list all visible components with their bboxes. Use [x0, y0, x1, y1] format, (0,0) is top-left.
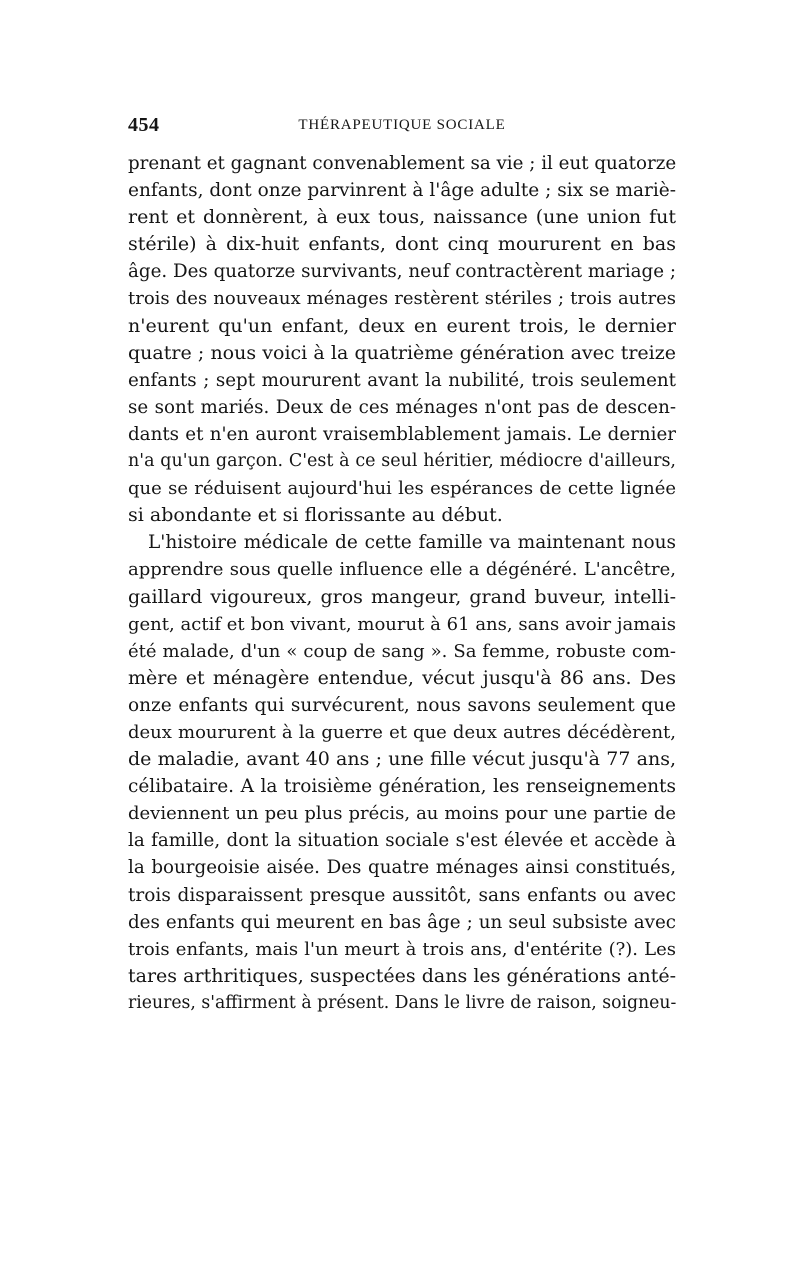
running-head: [128, 114, 676, 138]
text-line: apprendre sous quelle influence elle a dégénéré. L'ancêtre,: [128, 559, 676, 581]
text-line: de maladie, avant 40 ans ; une fille vécut jusqu'à 77 ans,: [128, 748, 676, 771]
text-line: prenant et gagnant convenablement sa vie ; il eut quatorze: [128, 153, 676, 174]
text-line: que se réduisent aujourd'hui les espérances de cette lignée: [128, 478, 676, 500]
text-line: quatre ; nous voici à la quatrième génération avec treize: [128, 341, 676, 364]
text-line: stérile) à dix-huit enfants, dont cinq moururent en bas: [128, 233, 676, 256]
text-line: L'histoire médicale de cette famille va maintenant nous: [148, 532, 676, 554]
text-line: des enfants qui meurent en bas âge ; un seul subsiste avec: [128, 911, 676, 933]
text-line: n'a qu'un garçon. C'est à ce seul héritier, médiocre d'ailleurs,: [128, 451, 676, 472]
text-line: si abondante et si florissante au début.: [128, 504, 503, 527]
text-line: dants et n'en auront vraisemblablement jamais. Le dernier: [128, 423, 676, 445]
body-text: [128, 150, 676, 1017]
text-line: gent, actif et bon vivant, mourut à 61 ans, sans avoir jamais: [128, 613, 676, 635]
text-line: enfants, dont onze parvinrent à l'âge adulte ; six se mariè-: [128, 180, 676, 202]
text-line: célibataire. A la troisième génération, les renseignements: [128, 776, 676, 798]
text-line: n'eurent qu'un enfant, deux en eurent trois, le dernier: [128, 314, 676, 337]
text-line: gaillard vigoureux, gros mangeur, grand buveur, intelli-: [128, 585, 676, 608]
text-line: trois disparaissent presque aussitôt, sans enfants ou avec: [128, 884, 676, 906]
text-line: deviennent un peu plus précis, au moins pour une partie de: [128, 803, 676, 825]
text-line: trois enfants, mais l'un meurt à trois ans, d'entérite (?). Les: [128, 938, 676, 960]
text-line: rent et donnèrent, à eux tous, naissance (une union fut: [128, 206, 676, 229]
text-line: été malade, d'un « coup de sang ». Sa femme, robuste com-: [128, 640, 676, 662]
text-line: mère et ménagère entendue, vécut jusqu'à 86 ans. Des: [128, 666, 676, 689]
running-title: THÉRAPEUTIQUE SOCIALE: [298, 117, 506, 133]
text-line: deux moururent à la guerre et que deux autres décédèrent,: [128, 721, 676, 743]
text-line: la famille, dont la situation sociale s'est élevée et accède à: [128, 830, 676, 852]
text-line: onze enfants qui survécurent, nous savons seulement que: [128, 694, 676, 716]
text-line: la bourgeoisie aisée. Des quatre ménages ainsi constitués,: [128, 857, 676, 879]
text-line: trois des nouveaux ménages restèrent stériles ; trois autres: [128, 288, 676, 310]
text-line: enfants ; sept moururent avant la nubilité, trois seulement: [128, 369, 676, 391]
text-line: âge. Des quatorze survivants, neuf contractèrent mariage ;: [128, 261, 676, 283]
text-line: se sont mariés. Deux de ces ménages n'ont pas de descen-: [128, 396, 676, 418]
page-number: 454: [128, 114, 160, 136]
text-line: rieures, s'affirment à présent. Dans le livre de raison, soigneu-: [128, 992, 676, 1013]
text-line: tares arthritiques, suspectées dans les générations anté-: [128, 964, 676, 987]
